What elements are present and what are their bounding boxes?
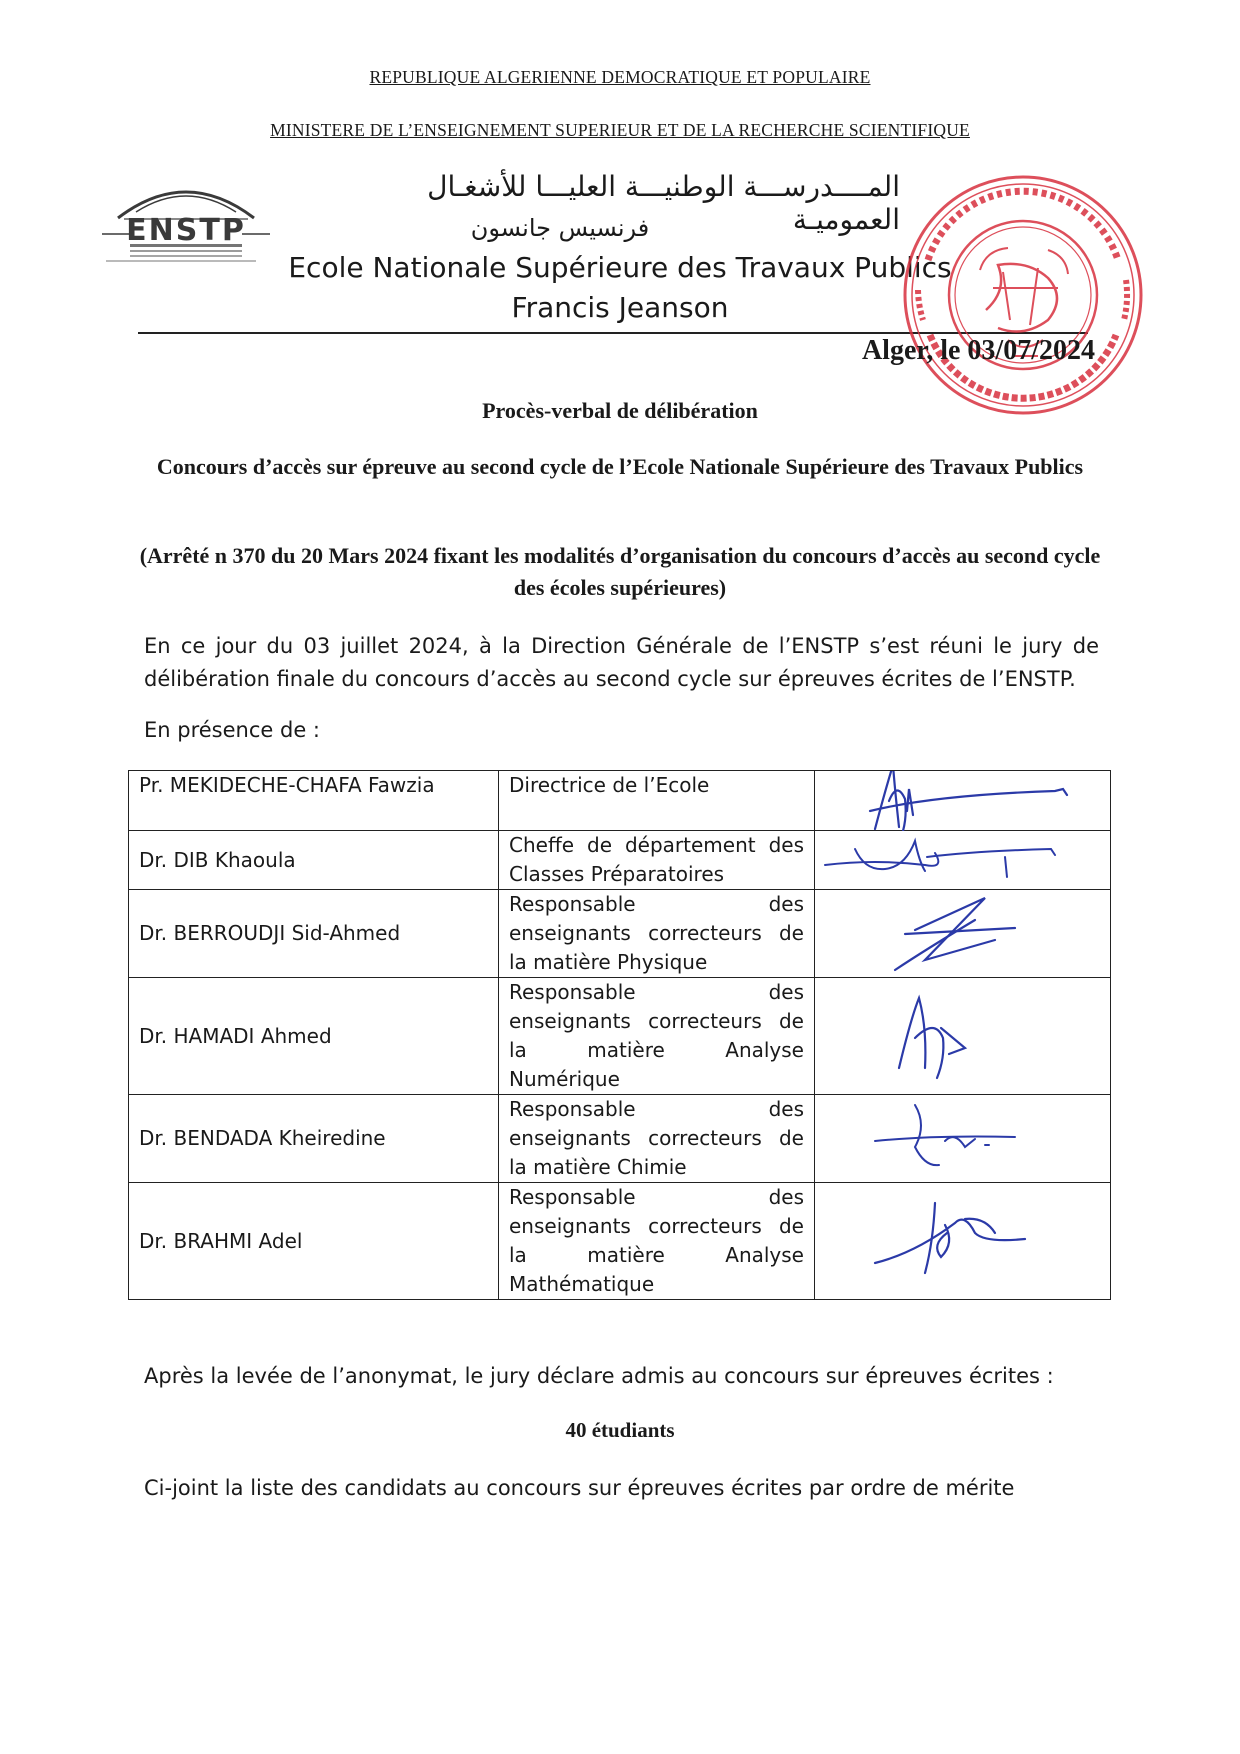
signature-berroudji-icon — [815, 890, 1111, 978]
jury-member-name: Dr. DIB Khaoula — [129, 831, 499, 890]
document-title: Procès-verbal de délibération — [482, 398, 758, 423]
signature-mekideche-icon — [815, 771, 1111, 831]
signature-hamadi-icon — [815, 978, 1111, 1094]
school-subname-arabic: فرنسيس جانسون — [470, 214, 650, 242]
school-name-french: Ecole Nationale Supérieure des Travaux Publics — [288, 251, 952, 284]
signature-cell — [815, 1183, 1111, 1300]
jury-member-name: Dr. BENDADA Kheiredine — [129, 1095, 499, 1183]
jury-member-role: Responsable des enseignants correcteurs de la matière Chimie — [499, 1095, 815, 1183]
signature-cell — [815, 978, 1111, 1095]
after-anonymity-text: Après la levée de l’anonymat, le jury déclare admis au concours sur épreuves écrites : — [144, 1364, 1054, 1388]
jury-member-role: Cheffe de département des Classes Préparatoires — [499, 831, 815, 890]
date-line: Alger, le 03/07/2024 — [861, 335, 1095, 366]
school-name-arabic: المــــدرســـة الوطنيـــة العليـــا للأشغـال العموميـة — [427, 170, 900, 236]
signature-dib-icon — [815, 831, 1111, 889]
table-row — [129, 771, 1111, 831]
jury-member-role: Responsable des enseignants correcteurs de la matière Analyse Mathématique — [499, 1183, 815, 1300]
jury-member-name: Dr. BRAHMI Adel — [129, 1183, 499, 1300]
table-row — [129, 890, 1111, 978]
decree-reference: (Arrêté n 370 du 20 Mars 2024 fixant les modalités d’organisation du concours d’accès au second cycle des écoles supérieures) — [139, 543, 1101, 600]
jury-member-name: Pr. MEKIDECHE-CHAFA Fawzia — [129, 771, 499, 831]
presence-label: En présence de : — [144, 718, 320, 742]
logo-text: ENSTP — [126, 213, 246, 248]
attached-list-text: Ci-joint la liste des candidats au concours sur épreuves écrites par ordre de mérite — [144, 1476, 1015, 1500]
jury-member-name: Dr. HAMADI Ahmed — [129, 978, 499, 1095]
table-row — [129, 978, 1111, 1095]
jury-table — [128, 770, 1111, 1300]
document-subtitle: Concours d’accès sur épreuve au second cycle de l’Ecole Nationale Supérieure des Travaux Publics — [156, 454, 1084, 479]
signature-cell — [815, 890, 1111, 978]
intro-paragraph: En ce jour du 03 juillet 2024, à la Direction Générale de l’ENSTP s’est réuni le jury de délibération finale du concours d’accès au second cycle sur épreuves écrites de l’ENSTP. — [144, 634, 1099, 691]
signature-cell — [815, 1095, 1111, 1183]
admitted-count: 40 étudiants — [565, 1418, 675, 1442]
official-stamp-icon — [898, 170, 1148, 420]
ministry-header: MINISTERE DE L’ENSEIGNEMENT SUPERIEUR ET DE LA RECHERCHE SCIENTIFIQUE — [270, 120, 970, 140]
table-row — [129, 1095, 1111, 1183]
jury-member-role: Responsable des enseignants correcteurs de la matière Physique — [499, 890, 815, 978]
signature-bendada-icon — [815, 1095, 1111, 1183]
signature-cell — [815, 831, 1111, 890]
jury-member-name: Dr. BERROUDJI Sid-Ahmed — [129, 890, 499, 978]
school-subname-french: Francis Jeanson — [511, 291, 729, 324]
jury-member-role: Directrice de l’Ecole — [499, 771, 815, 831]
table-row — [129, 831, 1111, 890]
signature-cell — [815, 771, 1111, 831]
jury-member-role: Responsable des enseignants correcteurs de la matière Analyse Numérique — [499, 978, 815, 1095]
republic-header: REPUBLIQUE ALGERIENNE DEMOCRATIQUE ET POPULAIRE — [369, 67, 871, 87]
signature-brahmi-icon — [815, 1183, 1111, 1299]
table-row — [129, 1183, 1111, 1300]
